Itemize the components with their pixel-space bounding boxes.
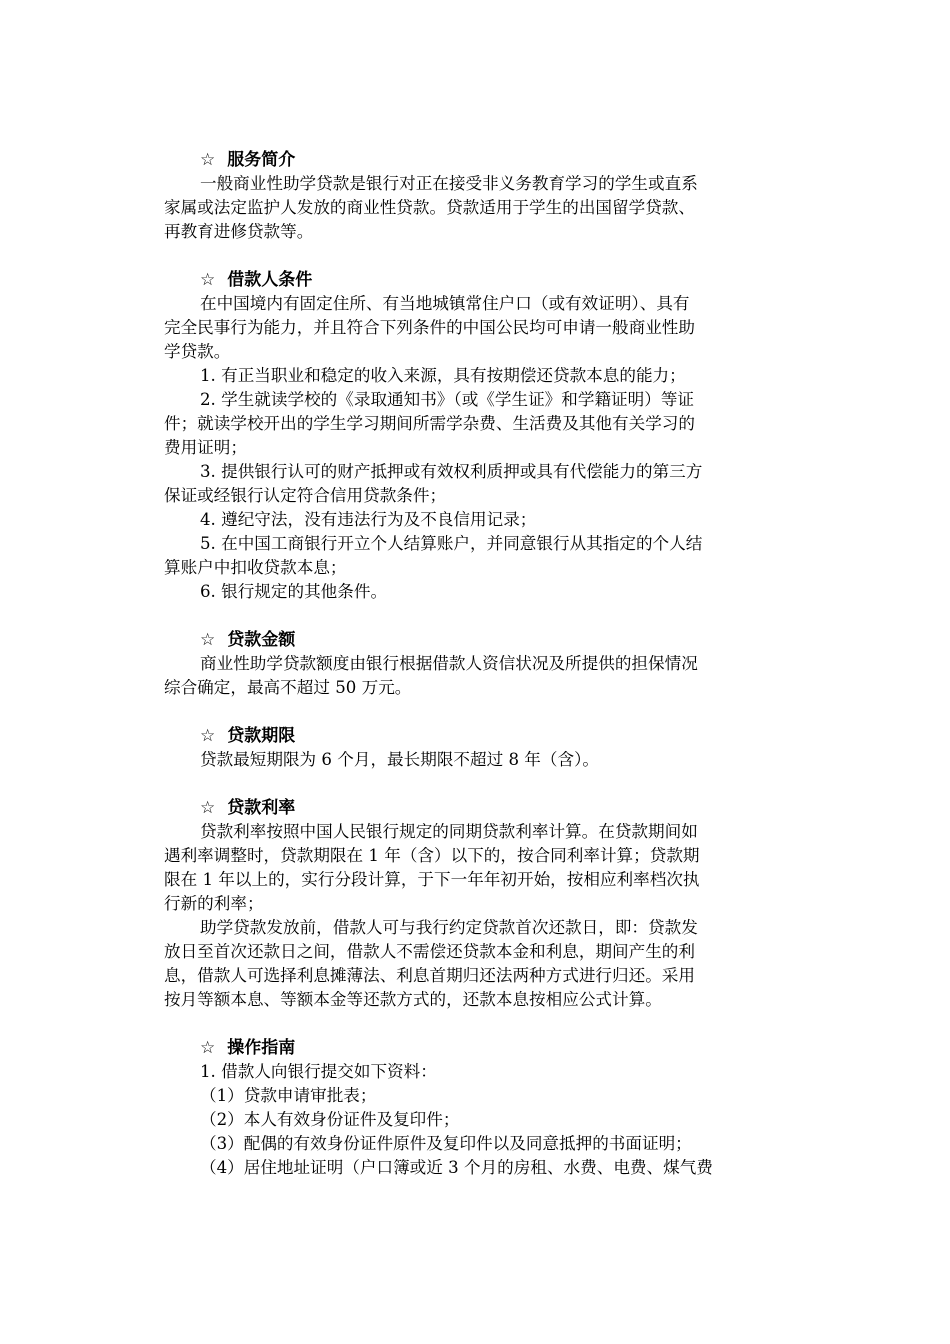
section-heading (200, 796, 794, 820)
star-icon: ☆ (200, 726, 216, 746)
paragraph-line: 3. 提供银行认可的财产抵押或有效权利质押或具有代偿能力的第三方 (200, 462, 703, 481)
paragraph-line: 助学贷款发放前，借款人可与我行约定贷款首次还款日，即：贷款发 (200, 918, 698, 937)
paragraph-line: 限在 1 年以上的，实行分段计算，于下一年年初开始，按相应利率档次执 (164, 870, 700, 889)
paragraph-line: （4）居住地址证明（户口簿或近 3 个月的房租、水费、电费、煤气费 (200, 1158, 713, 1177)
section-heading (200, 148, 794, 172)
paragraph-line: 4. 遵纪守法，没有违法行为及不良信用记录； (200, 510, 537, 529)
paragraph-line: 按月等额本息、等额本金等还款方式的，还款本息按相应公式计算。 (164, 990, 662, 1009)
paragraph-line: 在中国境内有固定住所、有当地城镇常住户口（或有效证明）、具有 (200, 294, 690, 313)
section-title: 贷款金额 (227, 630, 296, 650)
paragraph-line: （1）贷款申请审批表； (200, 1086, 377, 1105)
section-title: 操作指南 (227, 1038, 296, 1058)
paragraph-line: 算账户中扣收贷款本息； (164, 558, 347, 577)
paragraph-line: 6. 银行规定的其他条件。 (200, 582, 388, 601)
paragraph-line: 1. 有正当职业和稳定的收入来源，具有按期偿还贷款本息的能力； (200, 366, 686, 385)
paragraph-line: 再教育进修贷款等。 (164, 222, 314, 241)
paragraph-line: 学贷款。 (164, 342, 231, 361)
section-spacer (164, 1012, 794, 1036)
paragraph-line: 遇利率调整时，贷款期限在 1 年（含）以下的，按合同利率计算；贷款期 (164, 846, 700, 865)
paragraph-line: 一般商业性助学贷款是银行对正在接受非义务教育学习的学生或直系 (200, 174, 698, 193)
paragraph-line: 费用证明； (164, 438, 247, 457)
section-spacer (164, 772, 794, 796)
section-heading (200, 1036, 794, 1060)
section-heading (200, 268, 794, 292)
paragraph-line: 保证或经银行认定符合信用贷款条件； (164, 486, 447, 505)
paragraph-line: 行新的利率； (164, 894, 264, 913)
paragraph-line: 息，借款人可选择利息摊薄法、利息首期归还法两种方式进行归还。采用 (164, 966, 695, 985)
section-spacer (164, 700, 794, 724)
section-title: 服务简介 (227, 150, 296, 170)
star-icon: ☆ (200, 630, 216, 650)
section-heading (200, 628, 794, 652)
star-icon: ☆ (200, 270, 216, 290)
paragraph-line: 5. 在中国工商银行开立个人结算账户，并同意银行从其指定的个人结 (200, 534, 703, 553)
paragraph-line: 件；就读学校开出的学生学习期间所需学杂费、生活费及其他有关学习的 (164, 414, 695, 433)
section-heading (200, 724, 794, 748)
star-icon: ☆ (200, 798, 216, 818)
paragraph-line: 1. 借款人向银行提交如下资料： (200, 1062, 437, 1081)
paragraph-line: 放日至首次还款日之间，借款人不需偿还贷款本金和利息，期间产生的利 (164, 942, 695, 961)
paragraph-line: 商业性助学贷款额度由银行根据借款人资信状况及所提供的担保情况 (200, 654, 698, 673)
paragraph-line: 综合确定，最高不超过 50 万元。 (164, 678, 412, 697)
paragraph-line: （2）本人有效身份证件及复印件； (200, 1110, 460, 1129)
paragraph-line: 完全民事行为能力，并且符合下列条件的中国公民均可申请一般商业性助 (164, 318, 695, 337)
section-spacer (164, 604, 794, 628)
section-title: 贷款利率 (227, 798, 296, 818)
star-icon: ☆ (200, 1038, 216, 1058)
paragraph-line: 2. 学生就读学校的《录取通知书》（或《学生证》和学籍证明）等证 (200, 390, 695, 409)
section-title: 贷款期限 (227, 726, 296, 746)
paragraph-line: 家属或法定监护人发放的商业性贷款。贷款适用于学生的出国留学贷款、 (164, 198, 695, 217)
section-spacer (164, 244, 794, 268)
star-icon: ☆ (200, 150, 216, 170)
paragraph-line: （3）配偶的有效身份证件原件及复印件以及同意抵押的书面证明； (200, 1134, 692, 1153)
section-title: 借款人条件 (227, 270, 313, 290)
document-body (164, 148, 794, 1180)
paragraph-line: 贷款最短期限为 6 个月，最长期限不超过 8 年（含）。 (200, 750, 599, 769)
paragraph-line: 贷款利率按照中国人民银行规定的同期贷款利率计算。在贷款期间如 (200, 822, 698, 841)
